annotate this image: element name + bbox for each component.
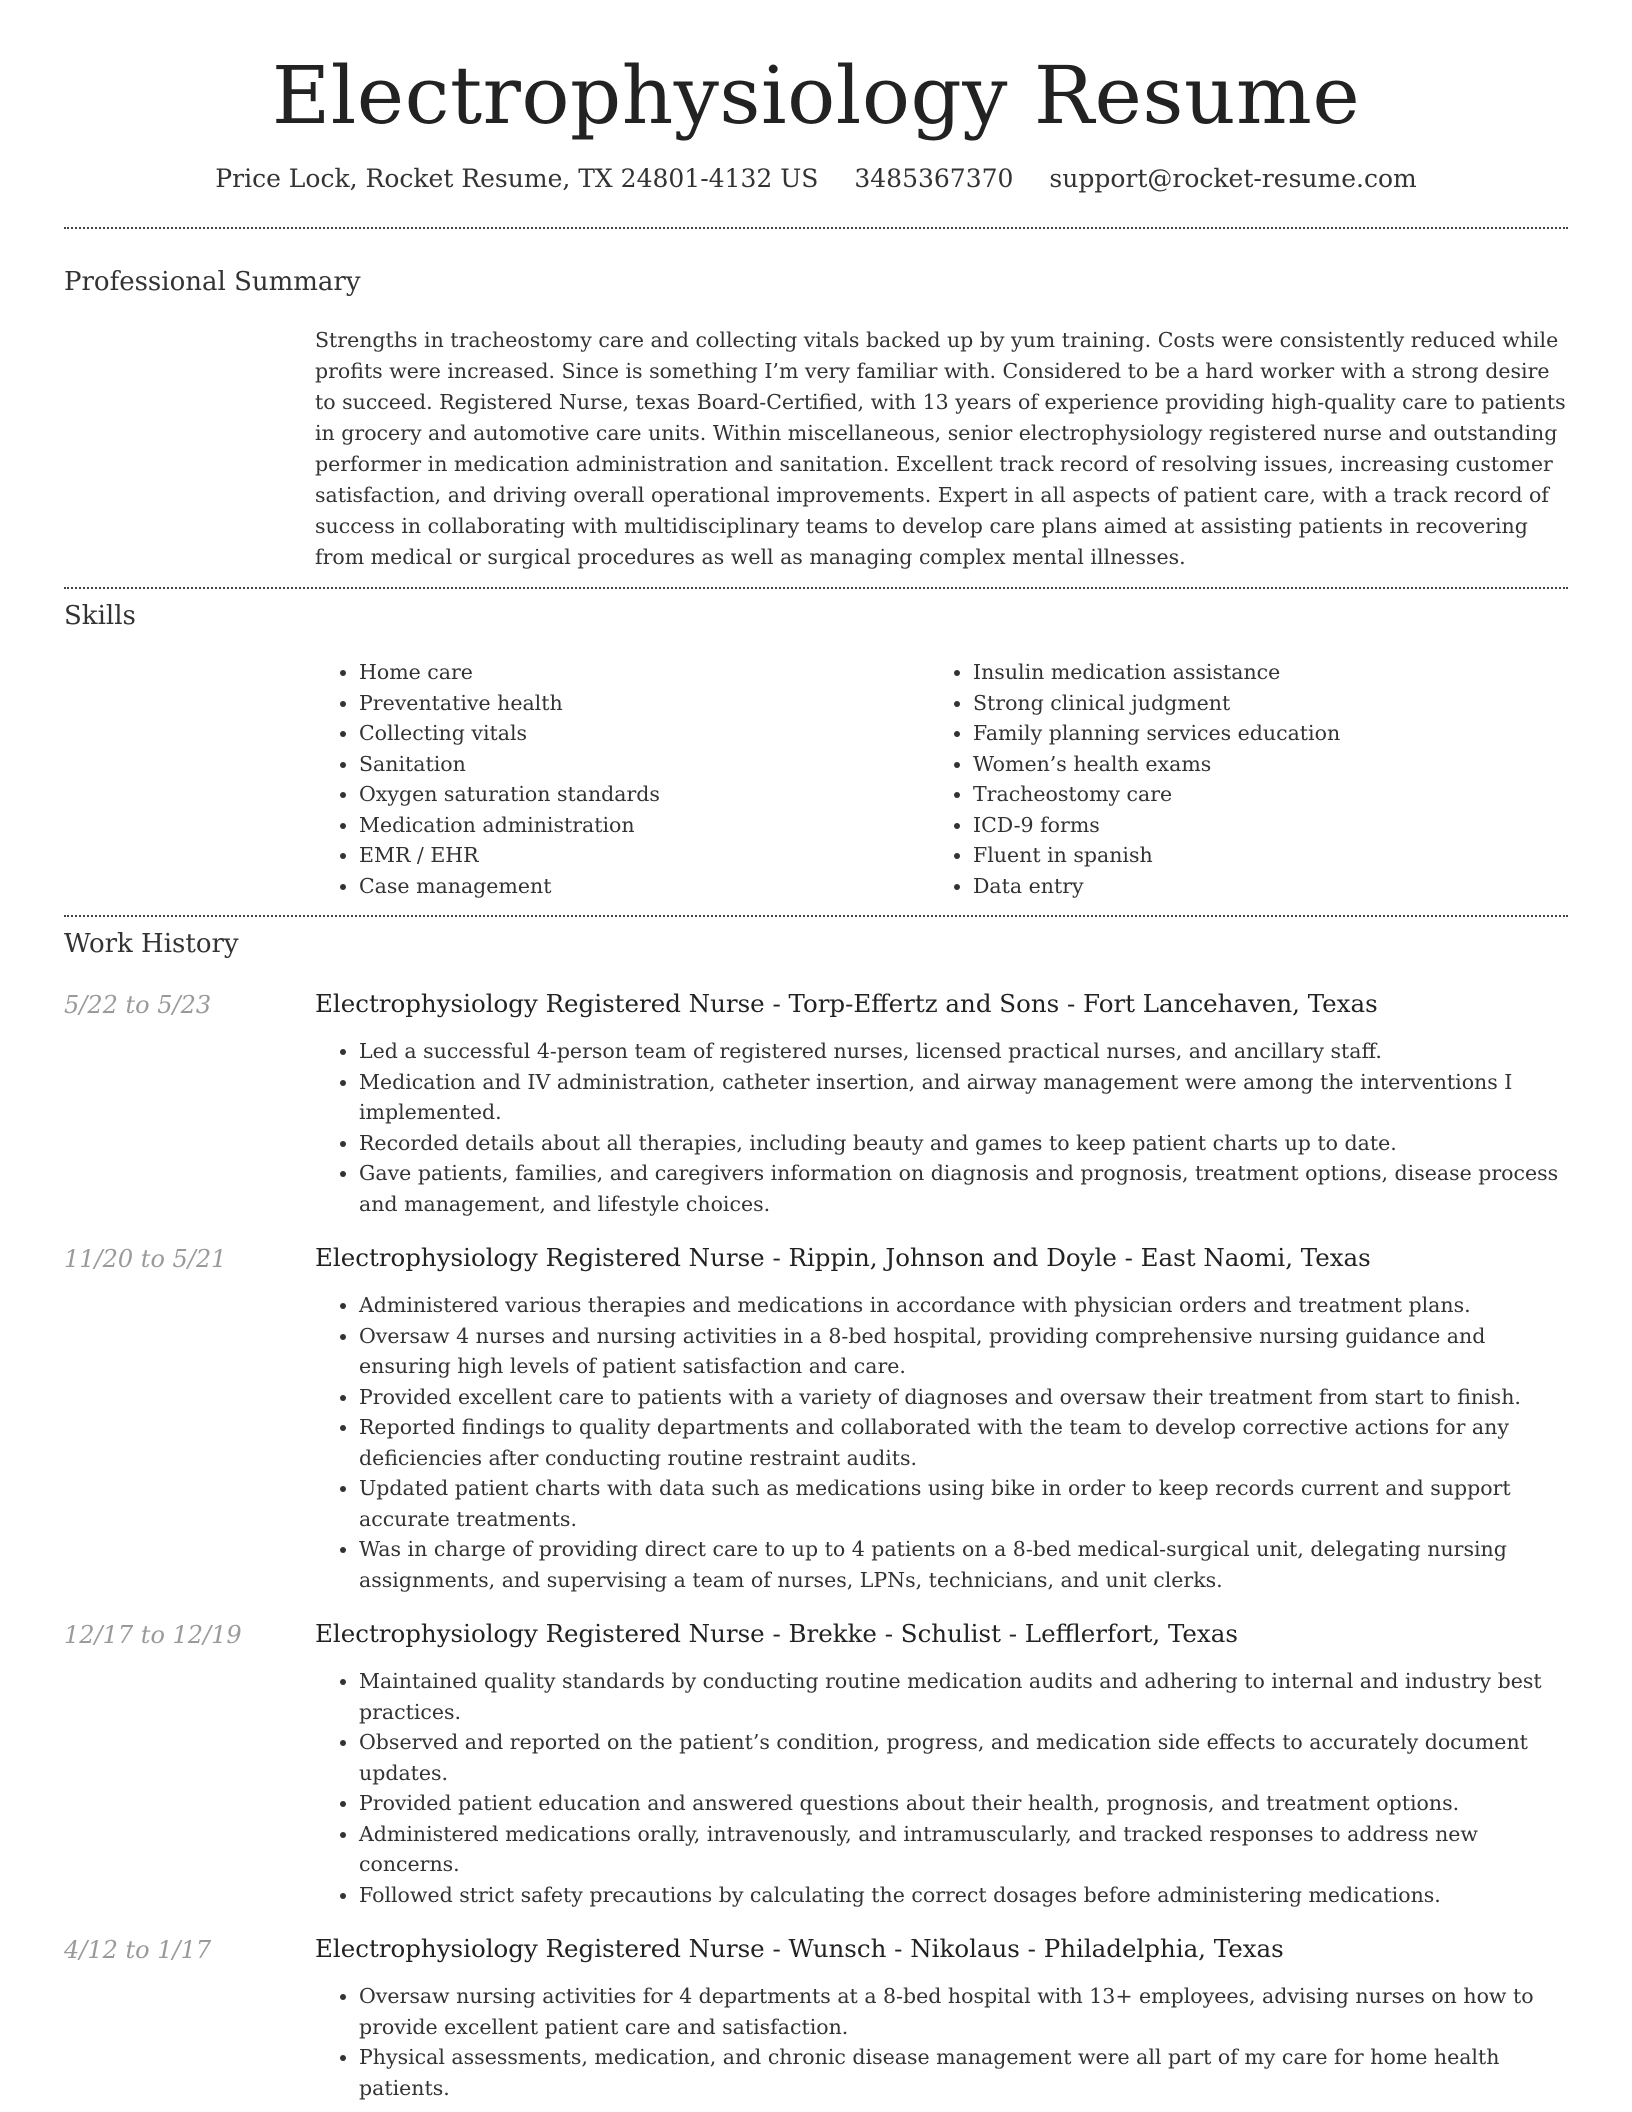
job-bullet: • Administered medications orally, intravenously, and intramuscularly, and tracked responses to address new concerns. [359,1819,1568,1880]
skill-item: • Preventative health [359,688,929,719]
job-dates: 4/12 to 1/17 [64,1936,212,1964]
job-bullet: • Followed strict safety precautions by calculating the correct dosages before administering medications. [359,1880,1568,1911]
job-bullet: • Recorded details about all therapies, including beauty and games to keep patient charts up to date. [359,1128,1568,1159]
skills-divider [64,915,1568,917]
skill-item: • EMR / EHR [359,840,929,871]
skills-left-list [315,657,929,901]
job-bullet: • Provided excellent care to patients with a variety of diagnoses and oversaw their treatment from start to finish. [359,1382,1568,1413]
skill-item: • Women’s health exams [973,749,1543,780]
summary-text: Strengths in tracheostomy care and collecting vitals backed up by yum training. Costs were consistently reduced while profits were increased. Since is something I’m very familiar with. Considered to be a hard worker with a strong desire to succeed. Registered Nurse, texas Board-Certified, with 13 years of experience providing high-quality care to patients in grocery and automotive care units. Within miscellaneous, senior electrophysiology registered nurse and outstanding performer in medication administration and sanitation. Excellent track record of resolving issues, increasing customer satisfaction, and driving overall operational improvements. Expert in all aspects of patient care, with a track record of success in collaborating with multidisciplinary teams to develop care plans aimed at assisting patients in recovering from medical or surgical procedures as well as managing complex mental illnesses. [315,328,1566,569]
resume-page [64,0,1568,2103]
resume-title: Electrophysiology Resume [271,49,1361,142]
skill-item: • Sanitation [359,749,929,780]
header-divider [64,227,1568,229]
skill-item: • Case management [359,871,929,902]
job-entry [64,1243,1568,1595]
job-entry [64,989,1568,1219]
job-bullet-list [315,1981,1568,2103]
job-bullet: • Maintained quality standards by conducting routine medication audits and adhering to internal and industry best practices. [359,1666,1568,1727]
skill-item: • Data entry [973,871,1543,902]
summary-heading: Professional Summary [64,267,361,297]
skills-grid [315,657,1568,915]
skill-item: • Fluent in spanish [973,840,1543,871]
job-bullet: • Was in charge of providing direct care to up to 4 patients on a 8-bed medical-surgical unit, delegating nursing assignments, and supervising a team of nurses, LPNs, technicians, and unit clerks. [359,1534,1568,1595]
job-details [315,1619,1568,1910]
job-entry [64,1934,1568,2103]
job-title: Electrophysiology Registered Nurse - Brekke - Schulist - Lefflerfort, Texas [315,1619,1238,1648]
skill-item: • ICD-9 forms [973,810,1543,841]
job-details [315,1243,1568,1595]
job-dates: 11/20 to 5/21 [64,1245,227,1273]
job-details [315,1934,1568,2103]
contact-line [64,164,1568,193]
job-bullet: • Gave patients, families, and caregivers information on diagnosis and prognosis, treatment options, disease process and management, and lifestyle choices. [359,1158,1568,1219]
job-dates: 12/17 to 12/19 [64,1621,242,1649]
job-title: Electrophysiology Registered Nurse - Torp-Effertz and Sons - Fort Lancehaven, Texas [315,989,1378,1018]
skill-item: • Strong clinical judgment [973,688,1543,719]
job-bullet-list [315,1036,1568,1219]
job-entry [64,1619,1568,1910]
skill-item: • Collecting vitals [359,718,929,749]
contact-address: Price Lock, Rocket Resume, TX 24801-4132 US [215,164,819,193]
job-title: Electrophysiology Registered Nurse - Rippin, Johnson and Doyle - East Naomi, Texas [315,1243,1371,1272]
work-history-list [64,989,1568,2103]
skill-item: • Home care [359,657,929,688]
work-heading: Work History [64,929,239,959]
skill-item: • Oxygen saturation standards [359,779,929,810]
job-bullet: • Led a successful 4-person team of registered nurses, licensed practical nurses, and ancillary staff. [359,1036,1568,1067]
job-bullet: • Oversaw 4 nurses and nursing activities in a 8-bed hospital, providing comprehensive nursing guidance and ensuring high levels of patient satisfaction and care. [359,1321,1568,1382]
job-bullet: • Administered various therapies and medications in accordance with physician orders and treatment plans. [359,1290,1568,1321]
job-bullet: • Physical assessments, medication, and chronic disease management were all part of my care for home health patients. [359,2042,1568,2103]
skills-right-list [929,657,1543,901]
job-bullet-list [315,1666,1568,1910]
skill-item: • Medication administration [359,810,929,841]
skills-heading: Skills [64,601,136,631]
job-bullet: • Reported findings to quality departments and collaborated with the team to develop corrective actions for any deficiencies after conducting routine restraint audits. [359,1412,1568,1473]
job-title: Electrophysiology Registered Nurse - Wunsch - Nikolaus - Philadelphia, Texas [315,1934,1284,1963]
job-bullet-list [315,1290,1568,1595]
job-dates: 5/22 to 5/23 [64,991,212,1019]
job-bullet: • Provided patient education and answered questions about their health, prognosis, and treatment options. [359,1788,1568,1819]
job-bullet: • Updated patient charts with data such as medications using bike in order to keep records current and support accurate treatments. [359,1473,1568,1534]
contact-phone: 3485367370 [854,164,1014,193]
skill-item: • Tracheostomy care [973,779,1543,810]
skill-item: • Insulin medication assistance [973,657,1543,688]
job-bullet: • Oversaw nursing activities for 4 departments at a 8-bed hospital with 13+ employees, advising nurses on how to provide excellent patient care and satisfaction. [359,1981,1568,2042]
job-details [315,989,1568,1219]
job-bullet: • Observed and reported on the patient’s condition, progress, and medication side effects to accurately document updates. [359,1727,1568,1788]
contact-email: support@rocket-resume.com [1049,164,1417,193]
job-bullet: • Medication and IV administration, catheter insertion, and airway management were among the interventions I implemented. [359,1067,1568,1128]
summary-divider [64,587,1568,589]
skill-item: • Family planning services education [973,718,1543,749]
